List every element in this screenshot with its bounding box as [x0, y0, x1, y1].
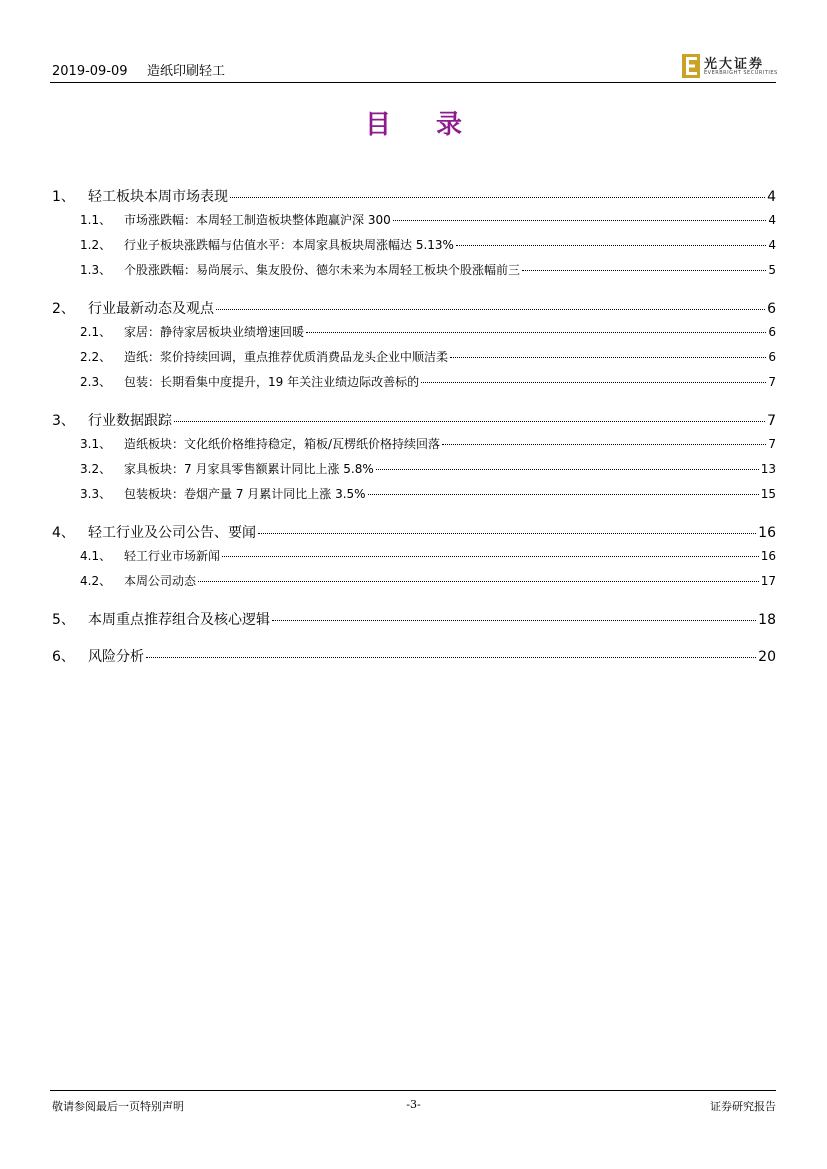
toc-section[interactable] [50, 186, 776, 206]
page-title: 目 录 [364, 110, 481, 140]
toc-dot-leader [368, 482, 759, 495]
toc-number: 1.2、 [80, 238, 112, 252]
toc-dot-leader [421, 370, 766, 383]
toc-number: 1.3、 [80, 263, 112, 277]
toc-page-number: 18 [758, 612, 776, 628]
toc-page-number: 6 [768, 350, 776, 364]
toc-section[interactable] [50, 522, 776, 542]
toc-page-number: 16 [758, 525, 776, 541]
page-number: -3- [406, 1098, 421, 1111]
toc-dot-leader [272, 606, 756, 621]
toc-number: 1、 [52, 189, 75, 205]
toc-subsection[interactable] [50, 348, 776, 366]
toc-heading: 行业子板块涨跌幅与估值水平：本周家具板块周涨幅达 5.13% [124, 238, 454, 252]
toc-page-number: 4 [768, 238, 776, 252]
toc-dot-leader [174, 407, 765, 422]
toc-dot-leader [522, 258, 766, 271]
toc-dot-leader [222, 544, 759, 557]
toc-page-number: 4 [768, 213, 776, 227]
toc-page-number: 20 [758, 649, 776, 665]
toc-subsection[interactable] [50, 261, 776, 279]
toc-number: 2.3、 [80, 375, 112, 389]
toc-section[interactable] [50, 609, 776, 629]
toc-dot-leader [393, 208, 767, 221]
toc-number: 2.1、 [80, 325, 112, 339]
footer-divider [50, 1090, 776, 1091]
toc-heading: 行业最新动态及观点 [88, 301, 214, 317]
toc-page-number: 7 [767, 413, 776, 429]
toc-dot-leader [216, 295, 765, 310]
toc-page-number: 7 [768, 375, 776, 389]
toc-dot-leader [456, 233, 766, 246]
toc-page-number: 17 [760, 574, 776, 588]
company-logo [682, 52, 778, 80]
toc-subsection[interactable] [50, 547, 776, 565]
toc-dot-leader [306, 320, 766, 333]
toc-heading: 造纸：浆价持续回调，重点推荐优质消费品龙头企业中顺洁柔 [124, 350, 449, 364]
toc-heading: 造纸板块：文化纸价格维持稳定，箱板/瓦楞纸价格持续回落 [124, 437, 441, 451]
toc-number: 5、 [52, 612, 75, 628]
toc-page-number: 4 [767, 189, 776, 205]
toc-heading: 本周重点推荐组合及核心逻辑 [88, 612, 270, 628]
toc-dot-leader [198, 569, 759, 582]
toc-section[interactable] [50, 410, 776, 430]
toc-number: 6、 [52, 649, 75, 665]
toc-dot-leader [376, 457, 759, 470]
toc-heading: 轻工行业及公司公告、要闻 [88, 525, 256, 541]
toc-heading: 家具板块：7 月家具零售额累计同比上涨 5.8% [124, 462, 374, 476]
toc-heading: 家居：静待家居板块业绩增速回暖 [124, 325, 305, 339]
toc-page-number: 6 [768, 325, 776, 339]
toc-number: 2、 [52, 301, 75, 317]
toc-dot-leader [258, 519, 756, 534]
toc-page-number: 5 [768, 263, 776, 277]
toc-section[interactable] [50, 646, 776, 666]
toc-heading: 行业数据跟踪 [88, 413, 172, 429]
header-divider [50, 82, 776, 83]
toc-dot-leader [442, 432, 766, 445]
toc-number: 3.1、 [80, 437, 112, 451]
toc-subsection[interactable] [50, 572, 776, 590]
toc-subsection[interactable] [50, 485, 776, 503]
toc-section[interactable] [50, 298, 776, 318]
toc-page-number: 15 [760, 487, 776, 501]
toc-page-number: 13 [760, 462, 776, 476]
toc-number: 1.1、 [80, 213, 112, 227]
toc-dot-leader [230, 183, 765, 198]
toc-heading: 市场涨跌幅：本周轻工制造板块整体跑赢沪深 300 [124, 213, 391, 227]
header-date: 2019-09-09 [52, 64, 128, 79]
toc-heading: 轻工行业市场新闻 [124, 549, 221, 563]
toc-subsection[interactable] [50, 460, 776, 478]
footer-disclaimer: 敬请参阅最后一页特别声明 [52, 1100, 184, 1113]
toc-number: 4.2、 [80, 574, 112, 588]
toc-heading: 轻工板块本周市场表现 [88, 189, 228, 205]
toc-heading: 本周公司动态 [124, 574, 197, 588]
toc-heading: 个股涨跌幅：易尚展示、集友股份、德尔未来为本周轻工板块个股涨幅前三 [124, 263, 521, 277]
toc-page-number: 6 [767, 301, 776, 317]
toc-heading: 包装板块：卷烟产量 7 月累计同比上涨 3.5% [124, 487, 366, 501]
logo-cn-text: 光大证券 [704, 57, 765, 72]
toc-number: 4.1、 [80, 549, 112, 563]
toc-heading: 包装：长期看集中度提升，19 年关注业绩边际改善标的 [124, 375, 420, 389]
toc-heading: 风险分析 [88, 649, 144, 665]
toc-number: 3.2、 [80, 462, 112, 476]
toc-number: 3、 [52, 413, 75, 429]
toc-page-number: 7 [768, 437, 776, 451]
footer-report-type: 证券研究报告 [710, 1100, 776, 1113]
page-header [50, 50, 776, 82]
toc-dot-leader [450, 345, 766, 358]
toc-subsection[interactable] [50, 211, 776, 229]
toc-number: 4、 [52, 525, 75, 541]
header-industry: 造纸印刷轻工 [147, 64, 226, 79]
toc-number: 3.3、 [80, 487, 112, 501]
everbright-logo-icon [682, 54, 700, 78]
toc-page-number: 16 [760, 549, 776, 563]
toc-subsection[interactable] [50, 435, 776, 453]
logo-en-text: EVERBRIGHT SECURITIES [704, 70, 778, 76]
toc-number: 2.2、 [80, 350, 112, 364]
toc-subsection[interactable] [50, 236, 776, 254]
toc-dot-leader [146, 643, 756, 658]
toc-subsection[interactable] [50, 323, 776, 341]
toc-subsection[interactable] [50, 373, 776, 391]
